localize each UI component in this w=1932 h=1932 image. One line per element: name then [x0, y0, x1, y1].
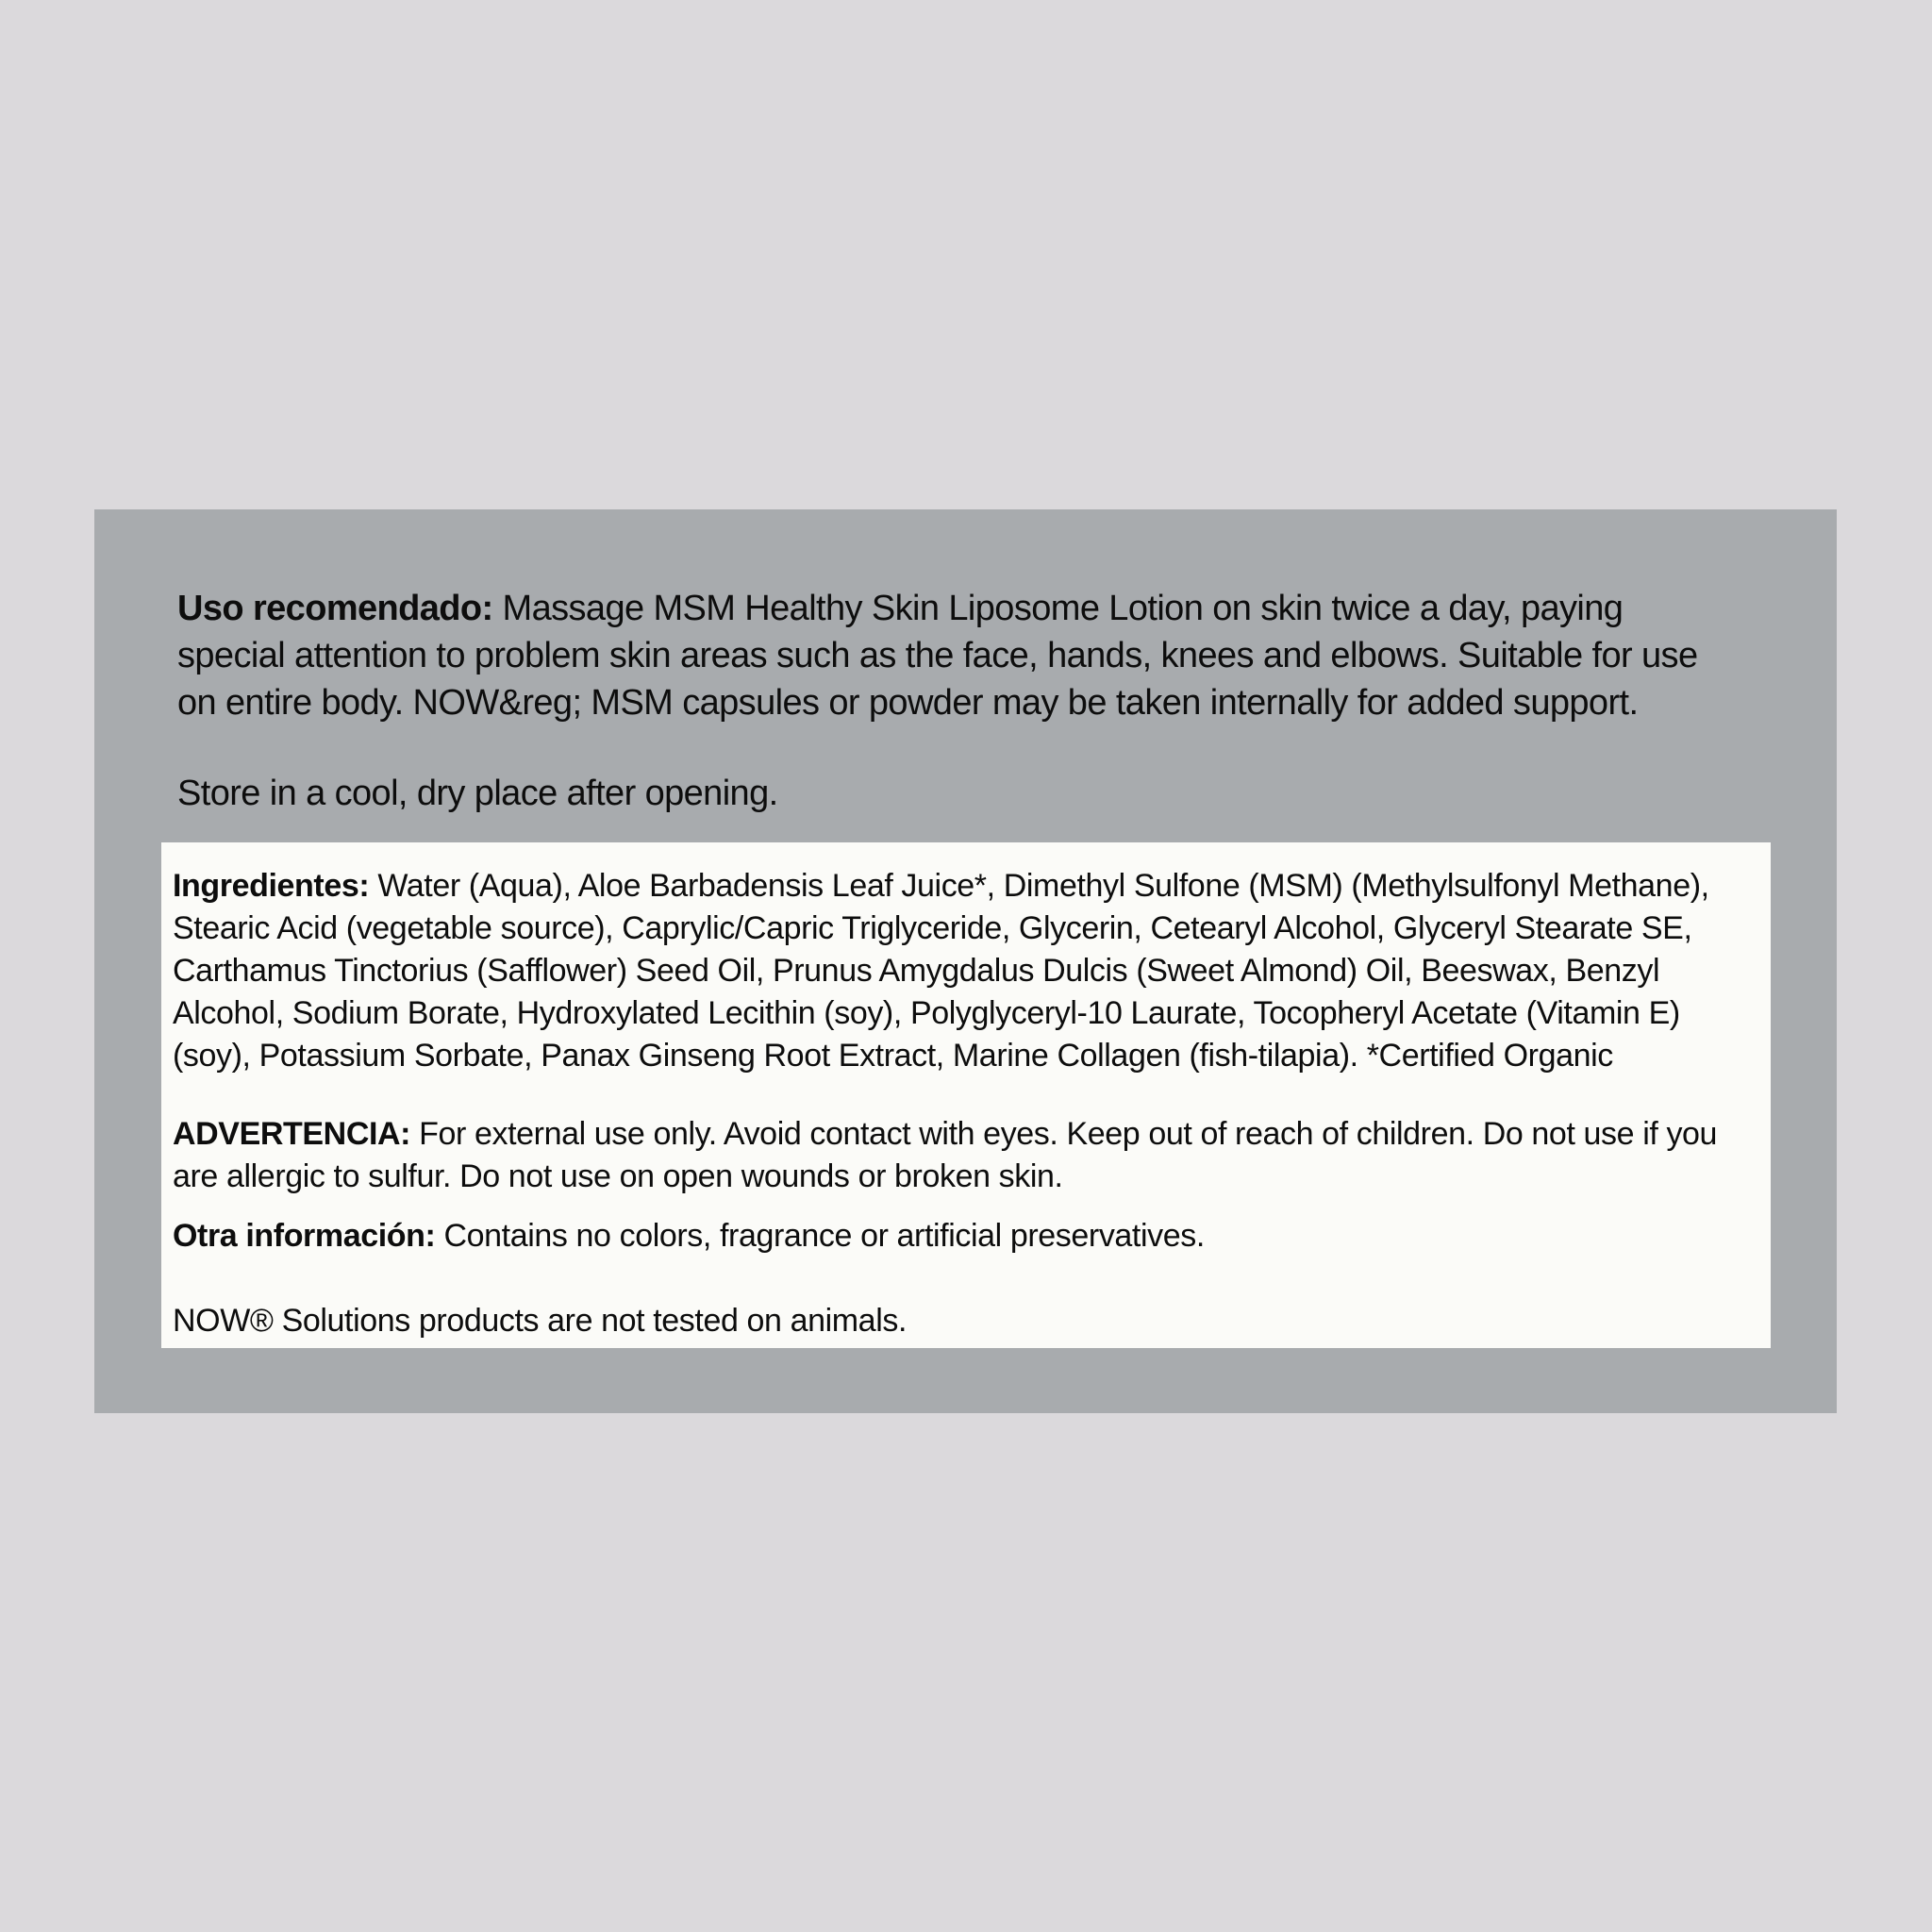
- warning-text: For external use only. Avoid contact with eyes. Keep out of reach of children. Do not use if you are allergic to sulfur. Do not use on open wounds or broken skin.: [173, 1116, 1718, 1194]
- ingredients-text: Water (Aqua), Aloe Barbadensis Leaf Juice*, Dimethyl Sulfone (MSM) (Methylsulfonyl Methane), Stearic Acid (vegetable source), Caprylic/Capric Triglyceride, Glycerin, Cetearyl Alcohol, Glyceryl Stearate SE, Carthamus Tinctorius (Safflower) Seed Oil, Prunus Amygdalus Dulcis (Sweet Almond) Oil, Beeswax, Benzyl Alcohol, Sodium Borate, Hydroxylated Lecithin (soy), Polyglyceryl-10 Laurate, Tocopheryl Acetate (Vitamin E) (soy), Potassium Sorbate, Panax Ginseng Root Extract, Marine Collagen (fish-tilapia). *Certified Organic: [173, 868, 1709, 1074]
- warning-heading: ADVERTENCIA:: [173, 1116, 411, 1152]
- directions-panel: [94, 509, 1837, 1413]
- ingredients-box: [161, 842, 1771, 1348]
- ingredients-paragraph: [173, 865, 1752, 1077]
- other-info-heading: Otra información:: [173, 1218, 436, 1254]
- storage-instruction: Store in a cool, dry place after opening.: [177, 774, 778, 813]
- ingredients-heading: Ingredientes:: [173, 868, 370, 904]
- other-info-text: Contains no colors, fragrance or artificial preservatives.: [443, 1218, 1205, 1254]
- usage-paragraph: [177, 585, 1715, 726]
- other-info-paragraph: [173, 1215, 1752, 1257]
- usage-text: Massage MSM Healthy Skin Liposome Lotion on skin twice a day, paying special attention to problem skin areas such as the face, hands, knees and elbows. Suitable for use on entire body. NOW&reg; MSM capsules or powder may be taken internally for added support.: [177, 589, 1698, 723]
- usage-section: [177, 585, 1715, 817]
- warning-paragraph: [173, 1113, 1752, 1198]
- usage-heading: Uso recomendado:: [177, 589, 493, 628]
- animal-testing-footnote: NOW® Solutions products are not tested on animals.: [173, 1303, 907, 1339]
